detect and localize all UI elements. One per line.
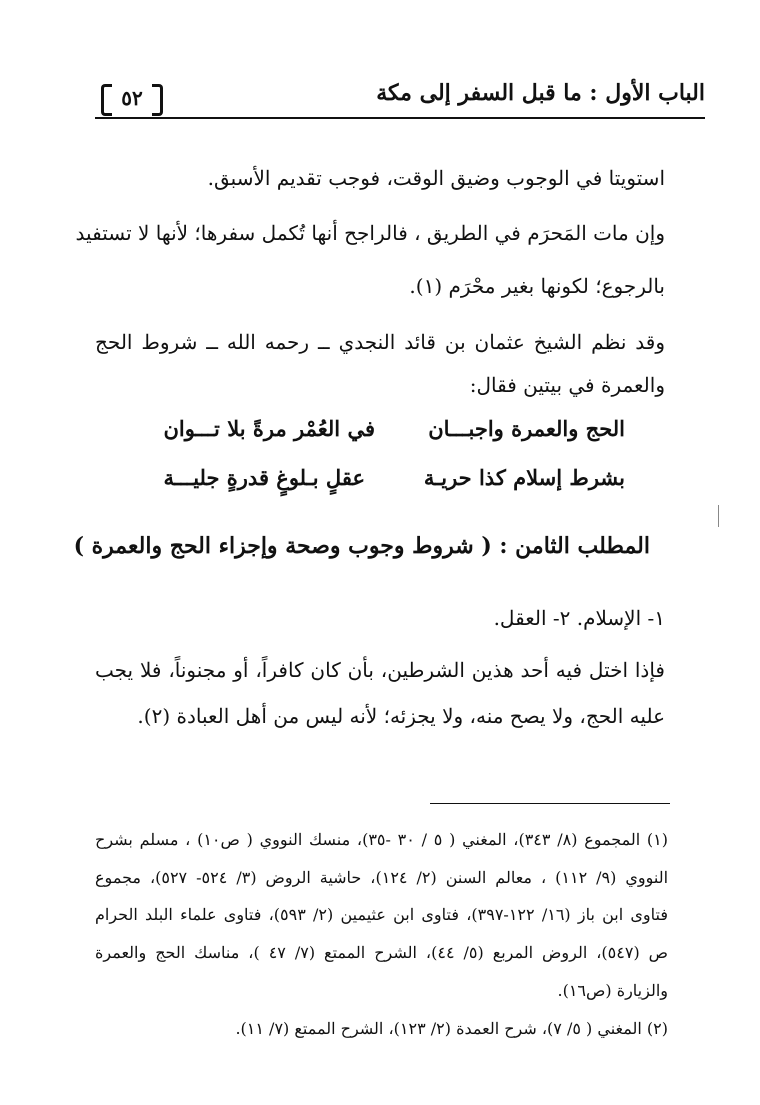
- running-title: الباب الأول : ما قبل السفر إلى مكة: [376, 80, 705, 106]
- page-number-bracket-right: [152, 84, 163, 116]
- footnote-1-line-1: (١) المجموع (٨/ ٣٤٣)، المغني ( ٥ / ٣٠ -٣٥)، منسك النووي ( ص١٠) ، مسلم بشرح: [95, 830, 669, 849]
- page-header: [95, 76, 705, 118]
- footnote-separator: [430, 803, 670, 804]
- body-line-1: استويتا في الوجوب وضيق الوقت، فوجب تقديم الأسبق.: [207, 166, 665, 190]
- footnote-1-line-3: فتاوى ابن باز (١٦/ ١٢٢-٣٩٧)، فتاوى ابن عثيمين (٢/ ٥٩٣)، فتاوى علماء البلد الحرام: [95, 905, 669, 924]
- list-line: ١- الإسلام. ٢- العقل.: [493, 606, 665, 630]
- body-line-6: فإذا اختل فيه أحد هذين الشرطين، بأن كان كافراً، أو مجنوناً، فلا يجب: [95, 658, 665, 682]
- footnote-1-line-4: ص (٥٤٧)، الروض المربع (٥/ ٤٤)، الشرح الممتع (٧/ ٤٧ )، مناسك الحج والعمرة: [95, 943, 669, 962]
- verse-2-second-hemistich: عقلٍ بـلوغٍ قدرةٍ جليـــة: [163, 465, 365, 490]
- verse-2-first-hemistich: بشرط إسلام كذا حريـة: [423, 465, 625, 490]
- body-line-3: بالرجوع؛ لكونها بغير محْرَم (١).: [409, 274, 665, 298]
- margin-mark: [718, 505, 719, 527]
- page-number: [101, 84, 163, 112]
- footnote-2: (٢) المغني ( ٥/ ٧)، شرح العمدة (٢/ ١٢٣)، الشرح الممتع (٧/ ١١).: [235, 1019, 668, 1038]
- footnote-1-line-5: والزيارة (ص١٦).: [557, 981, 668, 1000]
- verse-1-first-hemistich: الحج والعمرة واجبـــان: [428, 416, 625, 441]
- body-line-4: وقد نظم الشيخ عثمان بن قائد النجدي ــ رحمه الله ــ شروط الحج: [95, 330, 665, 354]
- body-line-7: عليه الحج، ولا يصح منه، ولا يجزئه؛ لأنه ليس من أهل العبادة (٢).: [137, 704, 665, 728]
- footnote-1-line-2: النووي (٩/ ١١٢) ، معالم السنن (٢/ ١٢٤)، حاشية الروض (٣/ ٥٢٤- ٥٢٧)، مجموع: [95, 868, 669, 887]
- verse-1-second-hemistich: في العُمْر مرةً بلا تـــوان: [163, 416, 375, 441]
- body-line-2: وإن مات المَحرَم في الطريق ، فالراجح أنها تُكمل سفرها؛ لأنها لا تستفيد: [75, 221, 665, 245]
- header-rule: [95, 117, 705, 119]
- section-heading: المطلب الثامن : ( شروط وجوب وصحة وإجزاء الحج والعمرة ): [73, 533, 650, 559]
- body-line-5: والعمرة في بيتين فقال:: [469, 373, 665, 397]
- page-number-text: ٥٢: [121, 86, 143, 110]
- page-number-bracket-left: [101, 84, 112, 116]
